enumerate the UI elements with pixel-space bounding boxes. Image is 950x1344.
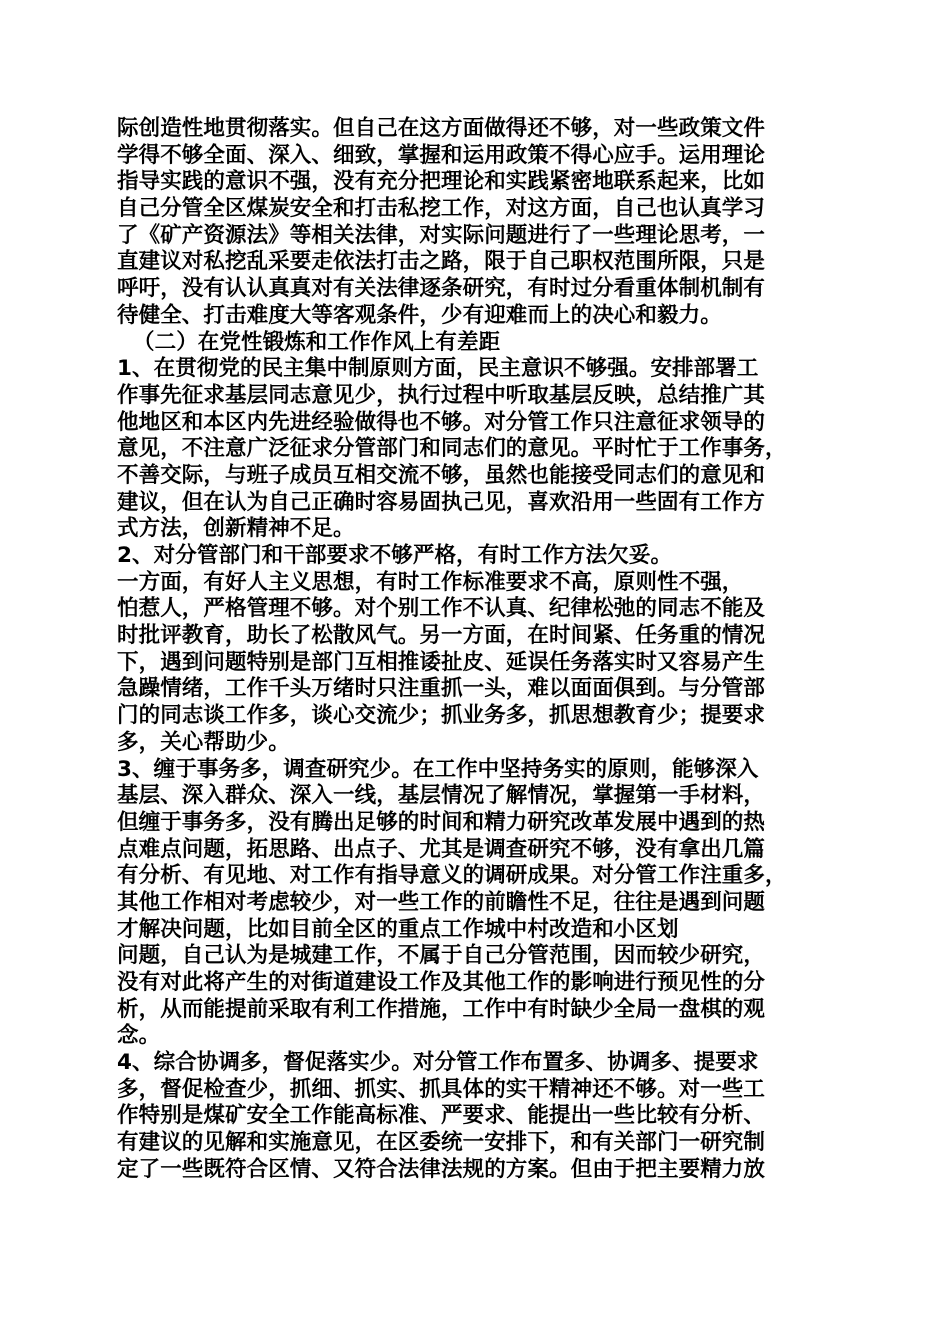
text-line: 一方面，有好人主义思想，有时工作标准要求不高，原则性不强， bbox=[117, 569, 744, 595]
text-line: 学得不够全面、深入、细致，掌握和运用政策不得心应手。运用理论 bbox=[117, 142, 766, 168]
text-line: 式方法，创新精神不足。 bbox=[117, 516, 355, 542]
text-line: 但缠于事务多，没有腾出足够的时间和精力研究改革发展中遇到的热 bbox=[117, 809, 766, 835]
text-line: 念。 bbox=[117, 1023, 161, 1049]
text-line: 建议，但在认为自己正确时容易固执己见，喜欢沿用一些固有工作方 bbox=[117, 489, 766, 515]
text-line: 急躁情绪，工作千头万绪时只注重抓一头，难以面面俱到。与分管部 bbox=[117, 676, 766, 702]
text-line: 意见，不注意广泛征求分管部门和同志们的意见。平时忙于工作事务， bbox=[117, 436, 787, 462]
text-line: 有建议的见解和实施意见，在区委统一安排下，和有关部门一研究制 bbox=[117, 1130, 766, 1156]
text-line: 呼吁，没有认认真真对有关法律逐条研究，有时过分看重体制机制有 bbox=[117, 276, 766, 302]
text-line: 多，督促检查少，抓细、抓实、抓具体的实干精神还不够。对一些工 bbox=[117, 1076, 766, 1102]
text-line: 怕惹人，严格管理不够。对个别工作不认真、纪律松弛的同志不能及 bbox=[117, 596, 766, 622]
text-line: 作特别是煤矿安全工作能高标准、严要求、能提出一些比较有分析、 bbox=[117, 1103, 766, 1129]
text-line: 其他工作相对考虑较少，对一些工作的前瞻性不足，往往是遇到问题 bbox=[117, 889, 766, 915]
text-line: 析，从而能提前采取有利工作措施，工作中有时缺少全局一盘棋的观 bbox=[117, 996, 766, 1022]
text-line: 作事先征求基层同志意见少，执行过程中听取基层反映，总结推广其 bbox=[117, 382, 766, 408]
text-line: 际创造性地贯彻落实。但自己在这方面做得还不够，对一些政策文件 bbox=[117, 116, 766, 141]
text-line: 没有对此将产生的对街道建设工作及其他工作的影响进行预见性的分 bbox=[117, 970, 766, 995]
text-line: 2、对分管部门和干部要求不够严格，有时工作方法欠妥。 bbox=[117, 543, 673, 568]
text-line: 了《矿产资源法》等相关法律，对实际问题进行了一些理论思考，一 bbox=[117, 222, 766, 248]
text-line: 3、缠于事务多，调查研究少。在工作中坚持务实的原则，能够深入 bbox=[117, 756, 759, 782]
text-line: 定了一些既符合区情、又符合法律法规的方案。但由于把主要精力放 bbox=[117, 1156, 766, 1182]
section-heading: （二）在党性锻炼和工作作风上有差距 bbox=[133, 329, 501, 355]
text-line: 直建议对私挖乱采要走依法打击之路，限于自己职权范围所限，只是 bbox=[117, 249, 766, 275]
body-text bbox=[117, 116, 847, 1184]
text-line: 多，关心帮助少。 bbox=[117, 729, 290, 755]
text-line: 4、综合协调多，督促落实少。对分管工作布置多、协调多、提要求 bbox=[117, 1050, 759, 1076]
text-line: 基层、深入群众、深入一线，基层情况了解情况，掌握第一手材料， bbox=[117, 783, 766, 809]
text-line: 门的同志谈工作多，谈心交流少；抓业务多，抓思想教育少；提要求 bbox=[117, 703, 766, 729]
text-line: 时批评教育，助长了松散风气。另一方面，在时间紧、任务重的情况 bbox=[117, 623, 766, 649]
text-line: 下，遇到问题特别是部门互相推诿扯皮、延误任务落实时又容易产生 bbox=[117, 649, 766, 675]
text-line: 有分析、有见地、对工作有指导意义的调研成果。对分管工作注重多， bbox=[117, 863, 787, 889]
text-line: 才解决问题，比如目前全区的重点工作城中村改造和小区划 bbox=[117, 916, 679, 942]
text-line: 他地区和本区内先进经验做得也不够。对分管工作只注意征求领导的 bbox=[117, 409, 766, 435]
text-line: 不善交际，与班子成员互相交流不够，虽然也能接受同志们的意见和 bbox=[117, 462, 766, 488]
text-line: 点难点问题，拓思路、出点子、尤其是调查研究不够，没有拿出几篇 bbox=[117, 836, 766, 862]
text-line: 问题，自己认为是城建工作，不属于自己分管范围，因而较少研究， bbox=[117, 943, 766, 969]
text-line: 1、在贯彻党的民主集中制原则方面，民主意识不够强。安排部署工 bbox=[117, 356, 759, 382]
text-line: 待健全、打击难度大等客观条件，少有迎难而上的决心和毅力。 bbox=[117, 302, 722, 328]
text-line: 自己分管全区煤炭安全和打击私挖工作，对这方面，自己也认真学习 bbox=[117, 196, 766, 222]
text-line: 指导实践的意识不强，没有充分把理论和实践紧密地联系起来，比如 bbox=[117, 169, 766, 195]
